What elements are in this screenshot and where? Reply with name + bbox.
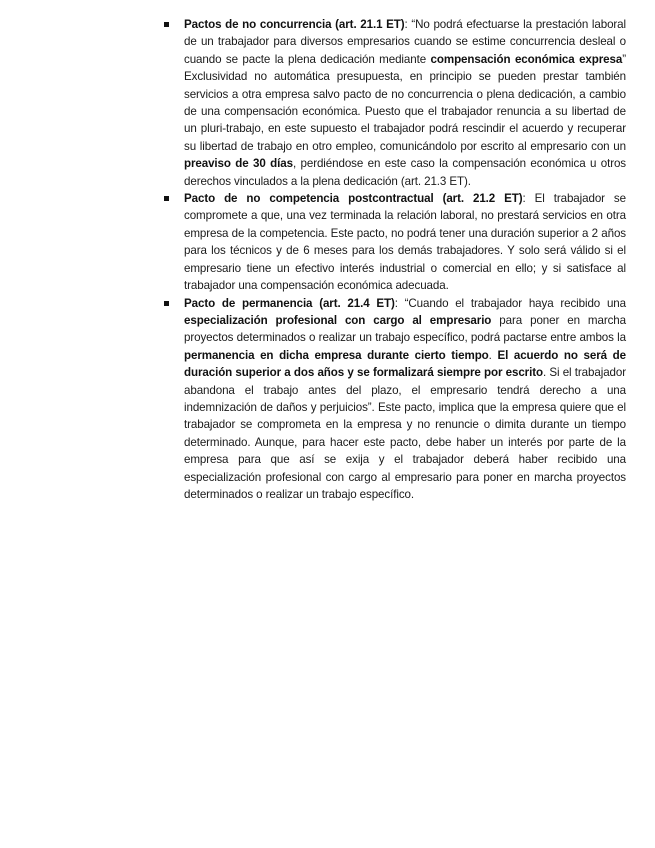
bold-segment: permanencia en dicha empresa durante cierto tiempo xyxy=(184,348,489,362)
bold-segment: compensación económica expresa xyxy=(430,52,623,66)
text-segment: para poner en marcha proyectos determinados o realizar un trabajo específico, podrá pactarse entre ambos la xyxy=(184,313,626,345)
list-item-text xyxy=(184,18,626,188)
text-segment: , perdiéndose en este caso la compensación económica u otros derechos vinculados a la plena dedicación (art. 21.3 ET). xyxy=(184,157,627,188)
item-title: Pacto de permanencia (art. 21.4 ET) xyxy=(184,296,395,310)
item-title: Pactos de no concurrencia (art. 21.1 ET) xyxy=(184,18,405,31)
list-item-permanencia xyxy=(162,295,626,504)
bold-segment: El acuerdo no será de duración superior a dos años y se formalizará siempre por escrito xyxy=(184,348,626,380)
text-segment: : “No podrá efectuarse la prestación laboral de un trabajador para diversos empresarios cuando se estime concurrencia desleal o cuando se pacte la plena dedicación mediante xyxy=(184,18,626,66)
bold-segment: especialización profesional con cargo al empresario xyxy=(184,313,492,327)
text-segment: ” Exclusividad no automática presupuesta, en principio se pueden prestar también servicios a otra empresa salvo pacto de no concurrencia o plena dedicación, a cambio de una compensación económica. Puesto que el trabajador renuncia a su libertad de un pluri-trabajo, en este supuesto el trabajador podrá rescindir el acuerdo y recuperar su libertad de trabajo en otro empleo, comunicándolo por escrito al empresario con un xyxy=(184,52,626,153)
square-bullet-icon xyxy=(164,301,169,306)
list-item-text xyxy=(184,192,626,292)
bold-segment: preaviso de 30 días xyxy=(184,157,293,171)
text-segment: : El trabajador se compromete a que, una vez terminada la relación laboral, no prestará servicios en otra empresa de la competencia. Este pacto, no podrá tener una duración superior a 2 años para los técnicos y de 6 meses para los demás trabajadores. Y solo será válido si el empresario tiene un efectivo interés industrial o comercial en ello; y si satisface al trabajador una compensación económica adecuada. xyxy=(184,192,626,293)
list-item-no-competencia xyxy=(162,190,626,294)
square-bullet-icon xyxy=(164,22,169,27)
bullet-list xyxy=(162,16,626,503)
text-segment: . Si el trabajador abandona el trabajo antes del plazo, el empresario tendrá derecho a una indemnización de daños y perjuicios”. Este pacto, implica que la empresa quiere que el trabajador se comprometa en la empresa y no renuncie o dimita durante un tiempo determinado. Aunque, para hacer este pacto, debe haber un interés por parte de la empresa para que así se exija y el trabajador deberá haber recibido una especialización profesional con cargo al empresario para poner en marcha proyectos determinados o realizar un trabajo específico. xyxy=(184,366,626,501)
list-item-text xyxy=(184,297,626,501)
item-title: Pacto de no competencia postcontractual (art. 21.2 ET) xyxy=(184,192,523,206)
text-segment: . xyxy=(488,348,498,362)
text-segment: : “Cuando el trabajador haya recibido una xyxy=(394,296,626,310)
square-bullet-icon xyxy=(164,196,169,201)
list-item-no-concurrencia xyxy=(162,16,626,190)
